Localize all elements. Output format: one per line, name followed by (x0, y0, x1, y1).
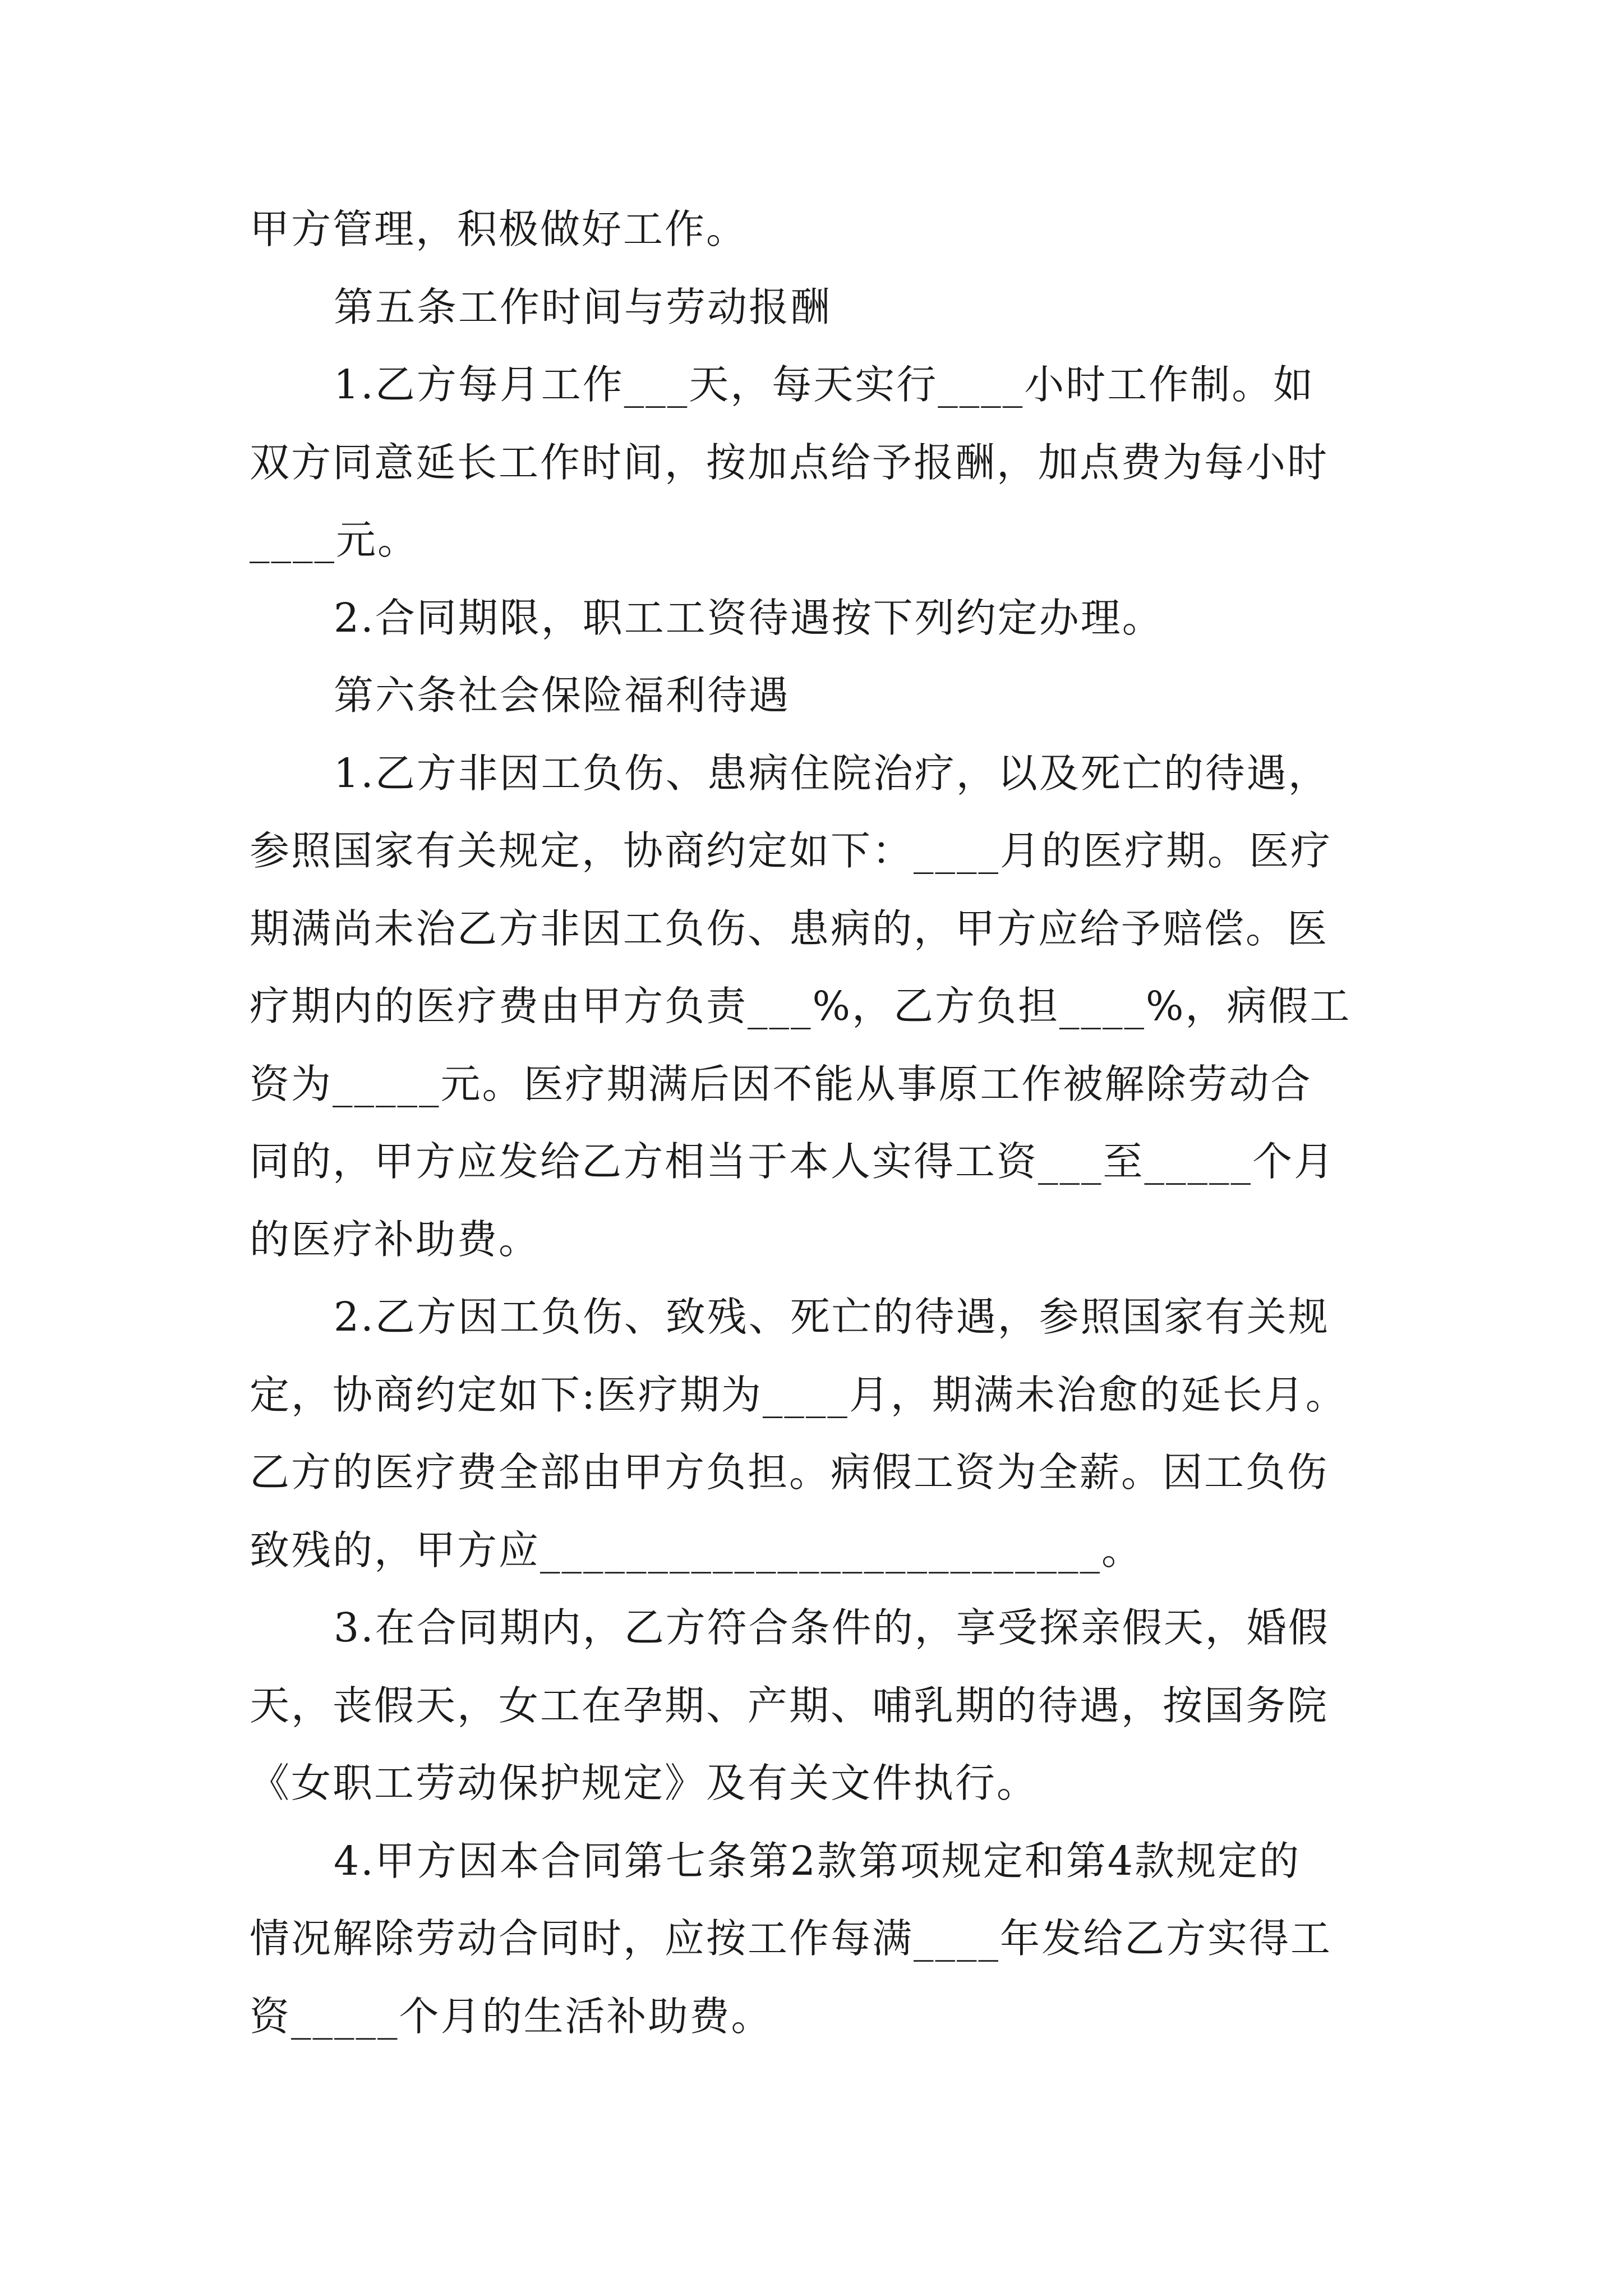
paragraph-continuation (250, 191, 1377, 269)
text-line: 致残的，甲方应__________________________。 (250, 1526, 1144, 1573)
text-line: 的医疗补助费。 (250, 1216, 541, 1263)
text-line: 第六条社会保险福利待遇 (334, 672, 791, 719)
paragraph-living-subsidy (250, 1823, 1377, 2056)
paragraph-non-work-injury (250, 735, 1377, 1279)
text-line: 同的，甲方应发给乙方相当于本人实得工资___至_____个月 (250, 1138, 1336, 1185)
text-line: 《女职工劳动保护规定》及有关文件执行。 (250, 1760, 1039, 1806)
text-line: 资_____个月的生活补助费。 (250, 1993, 773, 2040)
text-line: 定，协商约定如下:医疗期为____月，期满未治愈的延长月。 (250, 1371, 1347, 1418)
paragraph-work-injury (250, 1278, 1377, 1589)
text-line: ____元。 (250, 517, 419, 563)
text-line: 参照国家有关规定，协商约定如下：____月的医疗期。医疗 (250, 827, 1332, 874)
text-line: 疗期内的医疗费由甲方负责___%，乙方负担____%，病假工 (250, 983, 1352, 1029)
paragraph-leave-benefits (250, 1589, 1377, 1823)
section-heading-article-5 (250, 269, 1377, 347)
text-line: 2.乙方因工负伤、致残、死亡的待遇，参照国家有关规 (334, 1294, 1330, 1340)
text-line: 情况解除劳动合同时，应按工作每满____年发给乙方实得工 (250, 1915, 1332, 1962)
paragraph-work-hours (250, 346, 1377, 579)
text-line: 4.甲方因本合同第七条第2款第项规定和第4款规定的 (334, 1837, 1301, 1884)
text-line: 资为_____元。医疗期满后因不能从事原工作被解除劳动合 (250, 1060, 1312, 1107)
section-heading-article-6 (250, 657, 1377, 735)
text-line: 1.乙方非因工负伤、患病住院治疗，以及死亡的待遇， (334, 749, 1330, 797)
text-line: 第五条工作时间与劳动报酬 (334, 283, 832, 330)
text-line: 3.在合同期内，乙方符合条件的，享受探亲假天，婚假 (334, 1604, 1330, 1651)
text-line: 天，丧假天，女工在孕期、产期、哺乳期的待遇，按国务院 (250, 1682, 1329, 1729)
text-line: 双方同意延长工作时间，按加点给予报酬，加点费为每小时 (250, 439, 1329, 486)
text-line: 乙方的医疗费全部由甲方负担。病假工资为全薪。因工负伤 (250, 1449, 1329, 1496)
text-line: 期满尚未治乙方非因工负伤、患病的，甲方应给予赔偿。医 (250, 905, 1329, 952)
document-body (250, 191, 1377, 2055)
text-line: 1.乙方每月工作___天，每天实行____小时工作制。如 (334, 361, 1315, 408)
paragraph-contract-term (250, 579, 1377, 657)
text-line: 甲方管理，积极做好工作。 (250, 206, 748, 252)
text-line: 2.合同期限，职工工资待遇按下列约定办理。 (334, 594, 1164, 641)
